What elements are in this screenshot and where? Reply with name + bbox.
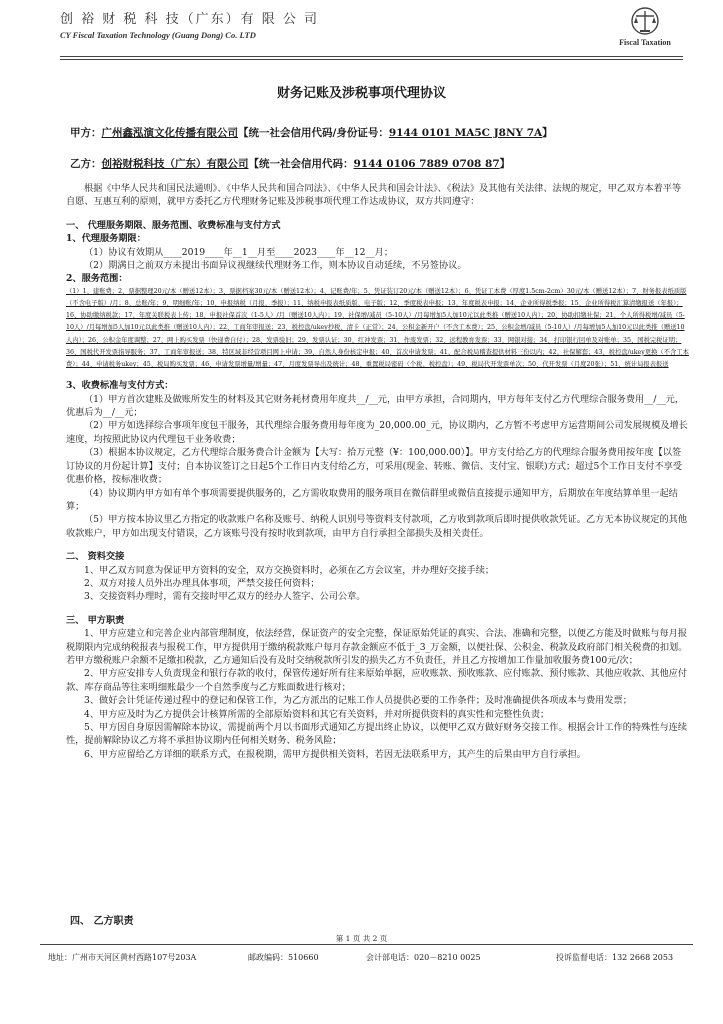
party-a-duty-item: 6、甲方应留给乙方详细的联系方式，在报税期，需甲方提供相关资料，若因无法联系甲方，其产生的后果由甲方自行承担。 bbox=[84, 748, 586, 760]
page-number: 第 1 页 共 2 页 bbox=[335, 934, 388, 943]
fee-clause-2: （2）甲方如选择综合事项年度包干服务，其代理综合服务费用每年度为_20,000.00_元，协议期内，乙方暂不考虑甲方运营期间公司发展规模及增长速度，均按照此协议内代理包干业务收费； bbox=[66, 420, 688, 445]
logo-text: Fiscal Taxation bbox=[619, 38, 671, 47]
intro-paragraph: 根据《中华人民共和国民法通则》、《中华人民共和国合同法》、《中华人民共和国会计法》、《税法》及其他有关法律、法规的规定，甲乙双方本着平等自愿、互惠互利的原则，就甲方委托乙方代理财务记账及涉税事项代理工作达成协议，双方共同遵守： bbox=[66, 183, 682, 208]
section-1-title: 一、 代理服务期限、服务范围、收费标准与支付方式 bbox=[66, 219, 281, 231]
company-name-en: CY Fiscal Taxation Technology (Guang Dong) Co. LTD bbox=[60, 30, 256, 40]
party-a-name: 广州鑫泓演文化传播有限公司 bbox=[101, 127, 238, 139]
party-b bbox=[70, 156, 510, 171]
party-a-code-label: 【统一社会信用代码/身份证号： bbox=[238, 127, 389, 139]
service-scope-text: （1）1、建账费；2、票据整理20元/本（赠送12本）；3、票据档案30元/本（赠送12本）；4、记账费/年；5、凭证装订20元/本（赠送12本）；6、凭证工本费（厚度1.5cm-2cm）30元/本（赠送12本）；7、财务报表纸质版（不含电子版）/月；8、总账/年；9、明细账/年；10、申报纳税（月报、季报）；11、纳税申报表纸质版、电子版；12、季度税表申报；13、年度税表申报；14、企业所得税季报；15、企业所得税汇算清缴报送（年报）；16、协助缴纳税款；17、年度关联税表上传；18、申报社保首次（1-5人）/月（赠送10人内）；19、社保增/减员（5-10人）/月每增加5人加10元以此类推（赠送10人内）；20、协助扣缴社保；21、个人所得税增/减员（5-10人）/月每增加5人加10元以此类推（赠送10人内）；22、工商年审报送；23、税控盘/ukey抄税、清卡（正常）；24、公积金新开户（不含工本费）；25、公积金增/减员（5-10人）/月每增加5人加10元以此类推（赠送10人内）；26、公积金年度调整；27、网上购买发票（快递费自付）；28、发票验旧；29、发票认证；30、红冲发票；31、作废发票；32、远程教育发票；33、网银对接；34、打印银行回单及对账单；35、国税完税证明；36、国税代开发票指导服务；37、工商年审报送；38、特区域非经营项目网上申请；39、自然人身份核定申报；40、首次申请发票；41、配合税局稽查提供材料三份以内；42、社保解套；43、税控盘/ukey更换（不含工本费）；44、申请税务ukey；45、税局购买发票；46、申请发票增量/增量；47、月度发票导出及统计；48、重置税局密码（个税、税控盘）；49、税局代开发票单次；50、代开发票（月度20张）；51、统计局报表报送 bbox=[66, 287, 689, 369]
document-title: 财务记账及涉税事项代理协议 bbox=[276, 86, 446, 101]
footer-phone: 会计部电话：020－8210 0025 bbox=[366, 953, 481, 962]
party-b-code-label: 【统一社会信用代码： bbox=[248, 158, 354, 170]
party-b-label: 乙方： bbox=[70, 158, 102, 170]
party-b-code: 9144 0106 7889 0708 87 bbox=[353, 158, 500, 170]
company-name-cn: 创 裕 财 税 科 技（广东）有 限 公 司 bbox=[60, 12, 320, 27]
fee-clause-1: （1）甲方首次建账及做账所发生的材料及其它财务耗材费用年度共__/__元，由甲方承担，合同期内，甲方每年支付乙方代理综合服务费用__/__元，优惠后为__/__元； bbox=[66, 393, 685, 419]
service-scope-list bbox=[66, 286, 689, 371]
section-2-title: 二、 资料交接 bbox=[66, 551, 125, 563]
company-logo bbox=[615, 6, 675, 47]
scales-logo-icon bbox=[628, 6, 662, 36]
handover-item: 3、交接资料办理时，需有交接时甲乙双方的经办人签字、公司公章。 bbox=[84, 591, 366, 603]
party-a bbox=[70, 125, 553, 140]
party-a-code-end: 】 bbox=[542, 127, 553, 139]
party-a-code: 9144 0101 MA5C J8NY 7A bbox=[388, 127, 543, 139]
letterhead bbox=[60, 6, 683, 56]
term-clause-2: （2）期满日之前双方未提出书面异议视继续代理财务工作，则本协议自动延续，不另签协议。 bbox=[84, 260, 467, 272]
fee-clause-4: （4）协议期内甲方如有单个事项需要提供服务的，乙方需收取费用的服务项目在微信群里或微信直接提示通知甲方，后期放在年度结算单里一起结算； bbox=[66, 487, 678, 512]
party-a-duty-item: 4、甲方应及时为乙方提供会计核算所需的全部原始资料和其它有关资料，并对所提供资料的真实性和完整性负责； bbox=[84, 708, 550, 720]
party-a-duty-item: 3、做好会计凭证传递过程中的登记和保管工作，为乙方派出的记账工作人员提供必要的工作条件；及时准确提供各项成本与费用发票； bbox=[84, 695, 632, 707]
party-b-code-end: 】 bbox=[499, 158, 511, 170]
header-divider bbox=[60, 56, 683, 57]
handover-item: 2、双方对接人员外出办理具体事项，严禁交接任何资料； bbox=[84, 577, 320, 589]
footer-postcode: 邮政编码：510660 bbox=[248, 953, 319, 962]
section-1-sub-1: 1、代理服务期限： bbox=[66, 233, 146, 245]
party-a-duty-item: 2、甲方应安排专人负责现金和银行存款的收付，保管传递好所有往来原始单据，应收账款、预收账款、应付账款、预付账款、其他应收款、其他应付款、库存商品等往来明细账最少一个自然季度与乙方账面数进行核对； bbox=[66, 668, 688, 693]
section-3-title: 三、 甲方职责 bbox=[66, 614, 125, 626]
header-divider-thin bbox=[60, 59, 683, 60]
fees-subtitle: 3、收费标准与支付方式： bbox=[66, 380, 174, 392]
section-4-title: 四、 乙方职责 bbox=[70, 916, 134, 927]
agreement-body bbox=[66, 182, 689, 761]
handover-item: 1、甲乙双方同意为保证甲方资料的安全，双方交换资料时，必须在乙方会议室，并办理好交接手续； bbox=[84, 564, 495, 576]
footer-divider bbox=[40, 944, 693, 945]
footer-address: 地址：广州市天河区黄村西路107号203A bbox=[48, 953, 197, 962]
footer-complaint-phone: 投诉监督电话：132 2668 2053 bbox=[556, 953, 674, 962]
party-a-duty-item: 5、甲方因自身原因需解除本协议，需提前两个月以书面形式通知乙方提出终止协议，以便甲乙双方做好财务交接工作。根据会计工作的特殊性与连续性，提前解除协议乙方将不承担协议期内任何相关财务、税务风险； bbox=[66, 722, 688, 747]
section-1-sub-2: 2、服务范围： bbox=[66, 273, 128, 285]
party-a-duty-item: 1、甲方应建立和完善企业内部管理制度，依法经营，保证资产的安全完整，保证原始凭证的真实、合法、准确和完整，以便乙方能及时做账与每月报税期限内完成纳税报表与报税工作，甲方提供用于缴纳税款账户每月存款金额应不低于_3_万金额，以便社保、公积金、税款及政府部门相关税费的扣划。若甲方缴税账户余额不足缴扣税款，乙方通知后没有及时交纳税款所引发的损失乙方不负责任，并且乙方按增加工作量加收服务费100元/次； bbox=[66, 628, 688, 666]
party-a-label: 甲方： bbox=[70, 127, 102, 139]
term-clause-1: （1）协议有效期从____2019____年__1__月至____2023____年__12__月； bbox=[84, 246, 394, 258]
fee-clause-5: （5）甲方按本协议里乙方指定的收款账户名称及账号、纳税人识别号等资料支付款项，乙方收到款项后即时提供收款凭证。乙方无本协议规定的其他收款账户，甲方如出现支付错误，乙方该账号没有按时收到款项，由甲方自行承担全部损失及相关责任。 bbox=[66, 514, 688, 539]
fee-clause-3: （3）根据本协议规定，乙方代理综合服务费合计金额为【大写：拾万元整（¥：100,000.00）】。甲方支付给乙方的代理综合服务费用按年度【以签订协议的月份起计算】支付；自本协议签订之日起5个工作日内支付给乙方，可采用(现金、转账、微信、支付宝、银联)方式；超过5个工作日支付不享受优惠价格，按标准收费； bbox=[66, 447, 683, 486]
party-b-name: 创裕财税科技（广东）有限公司 bbox=[101, 158, 249, 170]
